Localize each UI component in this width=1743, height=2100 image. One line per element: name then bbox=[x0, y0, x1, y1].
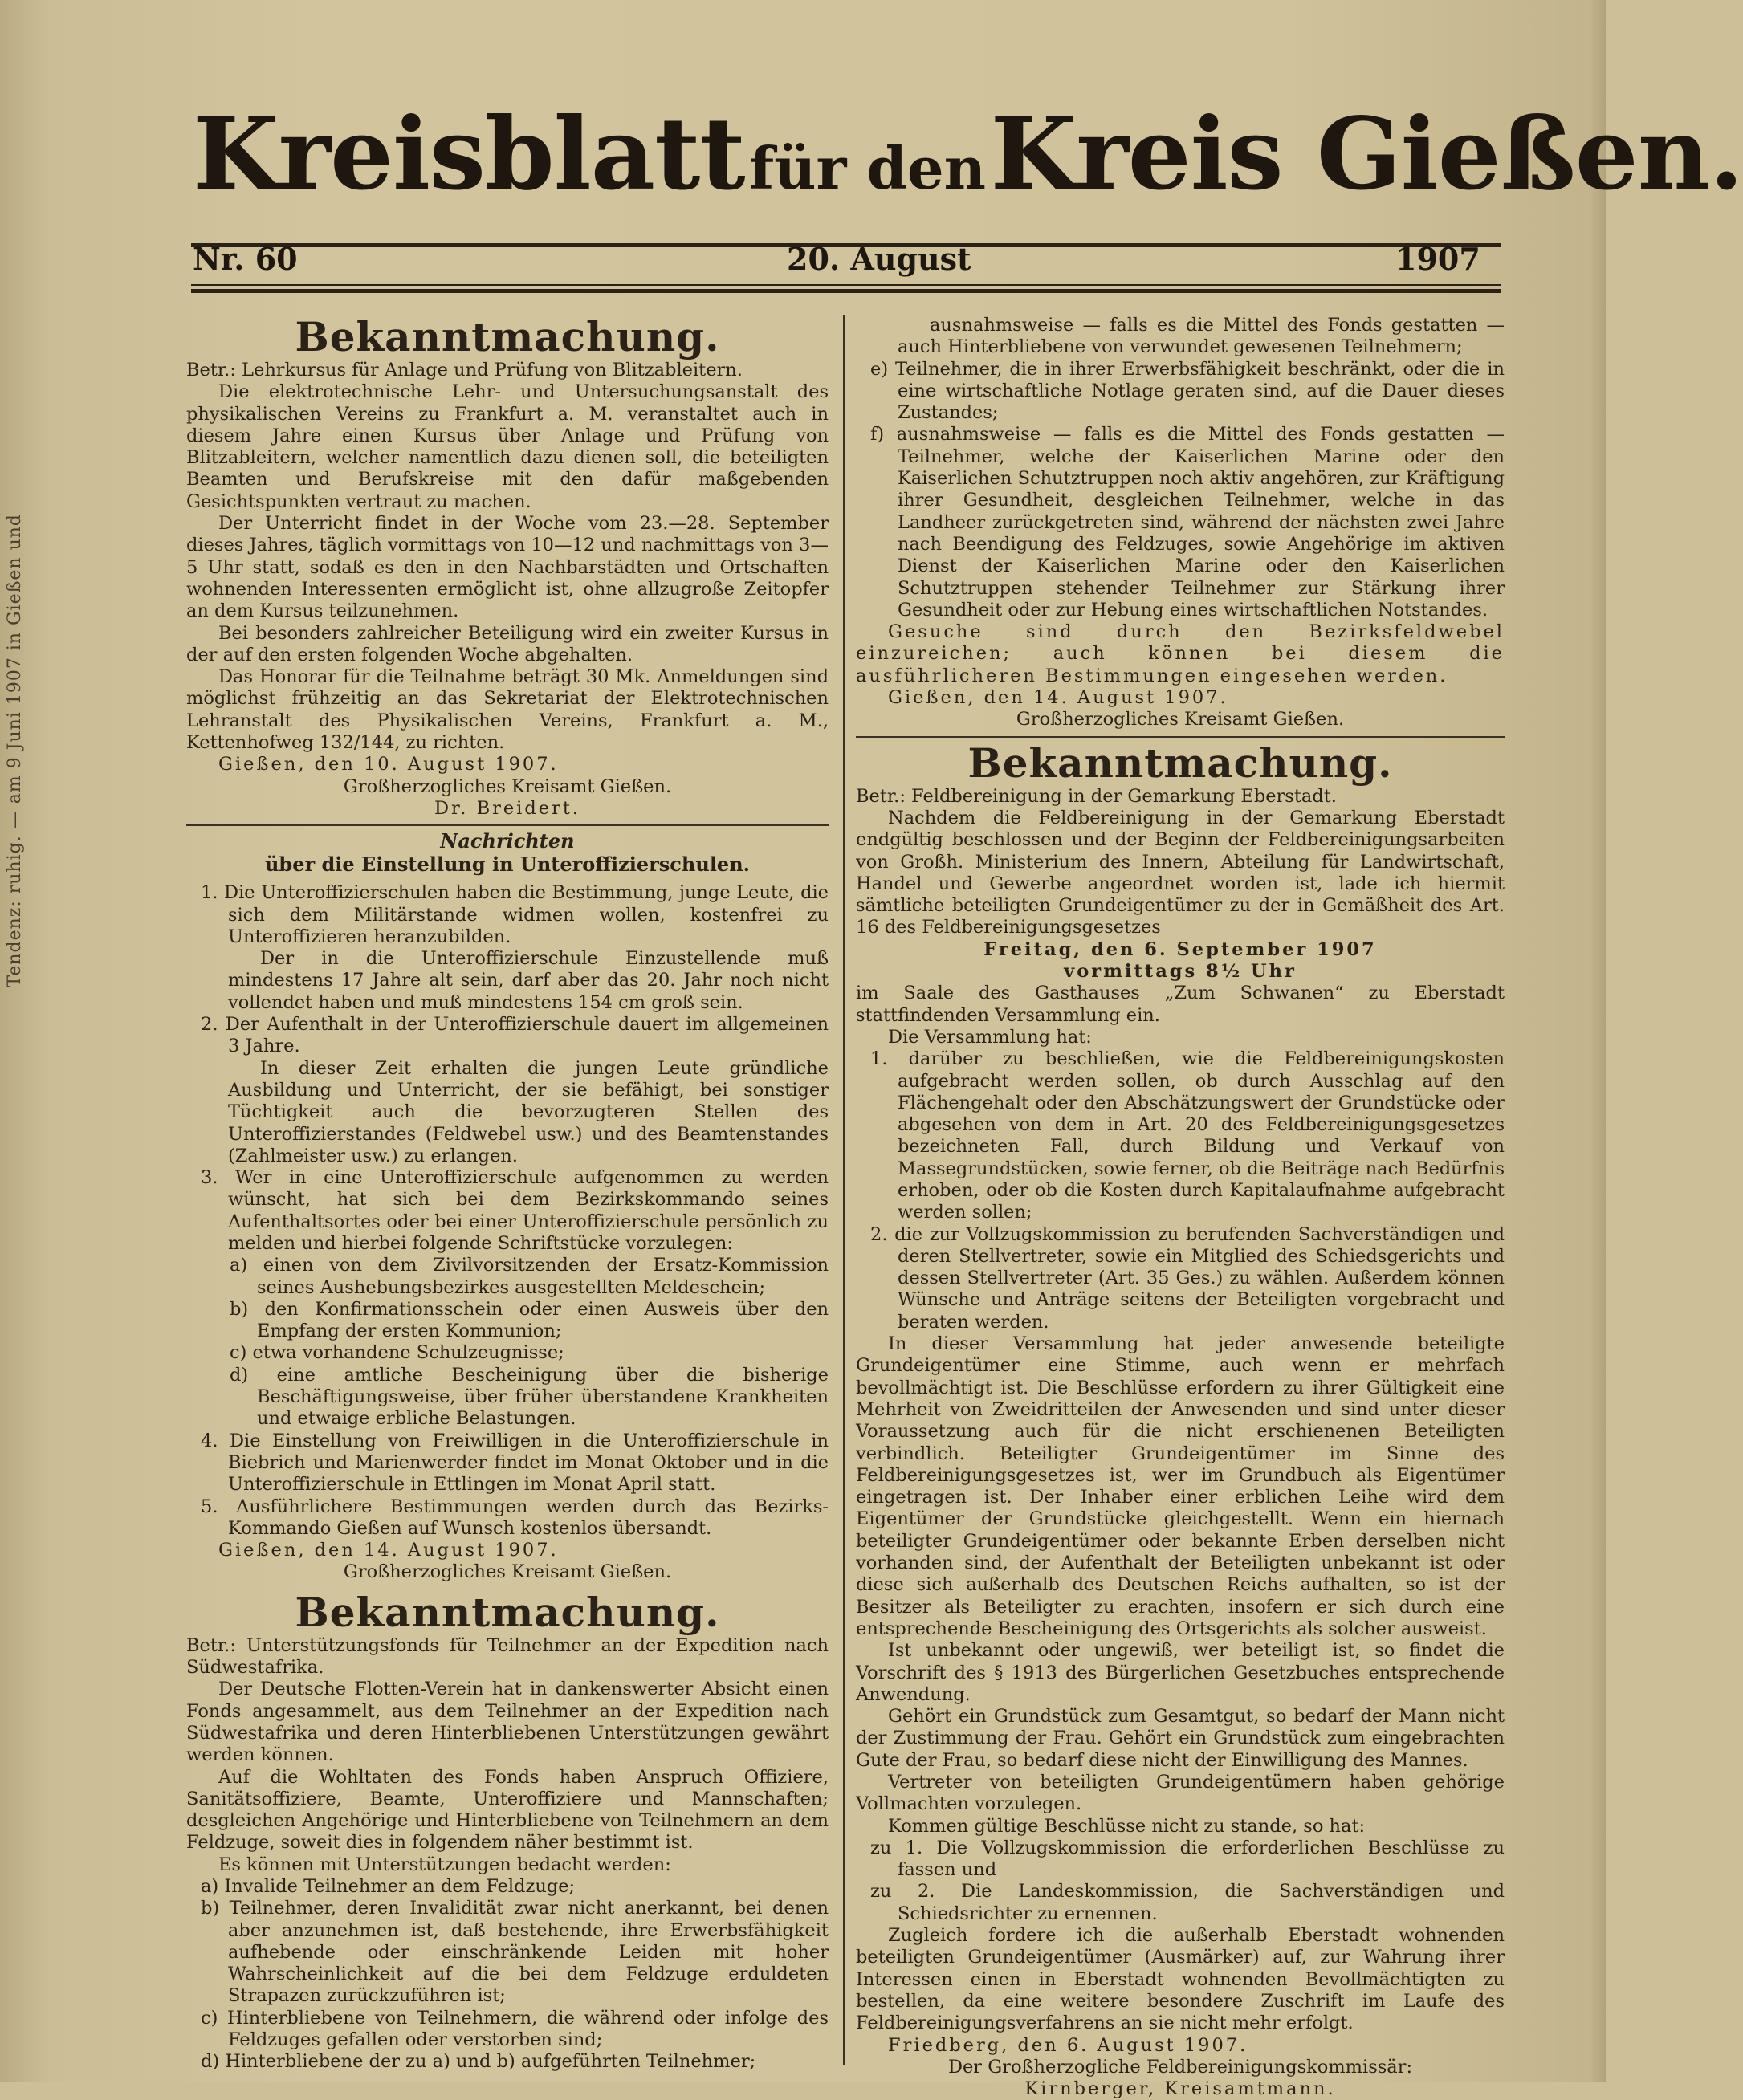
masthead-title bbox=[193, 96, 1743, 241]
article-signature-name: Kirnberger, Kreisamtmann. bbox=[1024, 2078, 1336, 2100]
column-divider bbox=[843, 315, 845, 2065]
header-rule-mid bbox=[191, 284, 1501, 286]
article-dateline: Gießen, den 10. August 1907. bbox=[218, 754, 559, 775]
article-paragraph: Es können mit Unterstützungen bedacht werden: bbox=[218, 1854, 671, 1875]
right-column bbox=[856, 315, 1505, 2100]
article-paragraph: Bei besonders zahlreicher Beteiligung wird ein zweiter Kursus in der auf den ersten folgenden Woche abgehalten. bbox=[186, 622, 829, 665]
list-item: 3. Wer in eine Unteroffizierschule aufgenommen zu werden wünscht, hat sich bei dem Bezirkskommando seines Aufenthaltsortes oder bei einer Unteroffizierschule persönlich zu melden und hierbei folgende Schriftstücke vorzulegen: bbox=[201, 1167, 829, 1254]
list-item: a) einen von dem Zivilvorsitzenden der Ersatz-Kommission seines Aushebungsbezirkes ausgestellten Meldeschein; bbox=[230, 1255, 829, 1298]
list-item: 4. Die Einstellung von Freiwilligen in die Unteroffizierschule in Biebrich und Marienwerder findet im Monat Oktober und in die Unteroffizierschule in Ettlingen im Monat April statt. bbox=[201, 1430, 829, 1496]
article-paragraph: Zugleich fordere ich die außerhalb Eberstadt wohnenden beteiligten Grundeigentümer (Ausmärker) auf, zur Wahrung ihrer Interessen einen in Eberstadt wohnenden Bevollmächtigten zu bestellen, da eine weitere besondere Zuschrift im Laufe des Feldbereinigungsverfahrens an sie nicht mehr erfolgt. bbox=[856, 1925, 1505, 2034]
article-signature-name: Dr. Breidert. bbox=[434, 797, 581, 819]
masthead-kreis-giessen: Kreis Gießen. bbox=[990, 96, 1743, 213]
list-item: 1. Die Unteroffizierschulen haben die Bestimmung, junge Leute, die sich dem Militärstande widmen wollen, kostenfrei zu Unteroffizieren heranzubilden. bbox=[201, 882, 829, 947]
list-item: b) Teilnehmer, deren Invalidität zwar nicht anerkannt, bei denen aber anzunehmen ist, daß bestehende, ihre Erwerbsfähigkeit aufhebende oder einschränkende Leiden mit hoher Wahrscheinlichkeit auf die bei dem Feldzuge erduldeten Strapazen zurückzuführen ist; bbox=[201, 1898, 829, 2007]
edge-fragment-text: Tendenz: ruhig. — am 9 Juni 1907 in Gießen und bbox=[5, 514, 25, 987]
article-paragraph: Nachdem die Feldbereinigung in der Gemarkung Eberstadt endgültig beschlossen und der Beginn der Feldbereinigungsarbeiten von Großh. Ministerium des Innern, Abteilung für Landwirtschaft, Handel und Gewerbe angeordnet worden ist, lade ich hiermit sämtliche beteiligten Grundeigentümer zu der in Gemäßheit des Art. 16 des Feldbereinigungsgesetzes bbox=[856, 807, 1505, 938]
article-subject: Betr.: Feldbereinigung in der Gemarkung Eberstadt. bbox=[856, 785, 1337, 807]
issue-number: Nr. 60 bbox=[193, 241, 298, 277]
article-paragraph: Kommen gültige Beschlüsse nicht zu stande, so hat: bbox=[888, 1815, 1366, 1837]
list-item: zu 1. Die Vollzugskommission die erforderlichen Beschlüsse zu fassen und bbox=[870, 1837, 1505, 1881]
article-paragraph: ausnahmsweise — falls es die Mittel des Fonds gestatten — auch Hinterbliebene von verwundet gewesenen Teilnehmern; bbox=[898, 315, 1505, 358]
list-item: 5. Ausführlichere Bestimmungen werden durch das Bezirks-Kommando Gießen auf Wunsch kostenlos übersandt. bbox=[201, 1496, 829, 1539]
list-item: zu 2. Die Landeskommission, die Sachverständigen und Schiedsrichter zu ernennen. bbox=[870, 1881, 1505, 1924]
meeting-time: vormittags 8½ Uhr bbox=[1064, 961, 1297, 983]
article-heading: Bekanntmachung. bbox=[295, 1588, 720, 1636]
article-separator bbox=[186, 824, 829, 826]
list-item: c) Hinterbliebene von Teilnehmern, die während oder infolge des Feldzuges gefallen oder verstorben sind; bbox=[201, 2007, 829, 2051]
list-item: 1. darüber zu beschließen, wie die Feldbereinigungskosten aufgebracht werden sollen, ob durch Ausschlag auf den Flächengehalt oder den Abschätzungswert der Grundstücke oder abgesehen von dem in Art. 20 des Feldbereinigungsgesetzes bezeichneten Fall, durch Bildung und Verkauf von Massegrundstücken, sowie ferner, ob die Beiträge nach Bedürfnis erhoben, oder ob die Kosten durch Kapitalaufnahme aufgebracht werden sollen; bbox=[870, 1048, 1505, 1223]
list-item: a) Invalide Teilnehmer an dem Feldzuge; bbox=[201, 1876, 576, 1897]
list-item: 2. Der Aufenthalt in der Unteroffizierschule dauert im allgemeinen 3 Jahre. bbox=[201, 1014, 829, 1057]
article-paragraph: Der Unterricht findet in der Woche vom 23.—28. September dieses Jahres, täglich vormittags von 10—12 und nachmittags von 3—5 Uhr statt, sodaß es den in den Nachbarstädten und Ortschaften wohnenden Interessenten ermöglicht ist, ohne allzugroße Zeitopfer an dem Kursus teilzunehmen. bbox=[186, 513, 829, 622]
article-paragraph: Gesuche sind durch den Bezirksfeldwebel einzureichen; auch können bei diesem die ausführlicheren Bestimmungen eingesehen werden. bbox=[856, 621, 1505, 686]
list-item: c) etwa vorhandene Schulzeugnisse; bbox=[230, 1342, 564, 1364]
list-item: 2. die zur Vollzugskommission zu berufenden Sachverständigen und deren Stellvertreter, sowie ein Mitglied des Schiedsgerichts und dessen Stellvertreter (Art. 35 Ges.) zu wählen. Außerdem können Wünsche und Anträge seitens der Beteiligten vorgebracht und beraten werden. bbox=[870, 1223, 1505, 1333]
article-paragraph: Das Honorar für die Teilnahme beträgt 30 Mk. Anmeldungen sind möglichst frühzeitig an das Sekretariat der Elektrotechnischen Lehranstalt des Physikalischen Vereins, Frankfurt a. M., Kettenhofweg 132/144, zu richten. bbox=[186, 666, 829, 754]
article-paragraph: Der Deutsche Flotten-Verein hat in dankenswerter Absicht einen Fonds angesammelt, aus dem Teilnehmer an der Expedition nach Südwestafrika und deren Hinterbliebenen Unterstützungen gewährt werden können. bbox=[186, 1679, 829, 1766]
article-paragraph: Der in die Unteroffizierschule Einzustellende muß mindestens 17 Jahre alt sein, darf aber das 20. Jahr noch nicht vollendet haben und muß mindestens 154 cm groß sein. bbox=[228, 948, 829, 1013]
article-paragraph: In dieser Versammlung hat jeder anwesende beteiligte Grundeigentümer eine Stimme, auch wenn er mehrfach bevollmächtigt ist. Die Beschlüsse erfordern zu ihrer Gültigkeit eine Mehrheit von Zweidritteilen der Anwesenden und sind unter dieser Voraussetzung auch für die nicht erschienenen Beteiligten verbindlich. Beteiligter Grundeigentümer im Sinne des Feldbereinigungsgesetzes ist, wer im Grundbuch als Eigentümer eingetragen ist. Der Inhaber einer erblichen Leihe wird dem Eigentümer der Grundstücke gleichgestellt. Wenn ein hiernach beteiligter Grundeigentümer oder bekannte Erben derselben nicht vorhanden sind, der Aufenthalt der Beteiligten unbekannt ist oder diese sich außerhalb des Deutschen Reichs aufhalten, so ist der Besitzer als Beteiligter zu erachten, insofern er sich durch eine entsprechende Bescheinigung des Ortsgerichts als solcher ausweist. bbox=[856, 1333, 1505, 1639]
meeting-date: Freitag, den 6. September 1907 bbox=[983, 938, 1377, 960]
list-item: d) Hinterbliebene der zu a) und b) aufgeführten Teilnehmer; bbox=[201, 2051, 756, 2073]
article-subject: Betr.: Unterstützungsfonds für Teilnehmer an der Expedition nach Südwestafrika. bbox=[186, 1634, 829, 1679]
issue-date: 20. August bbox=[787, 241, 971, 277]
article-dateline: Gießen, den 14. August 1907. bbox=[888, 687, 1228, 709]
article-paragraph: Ist unbekannt oder ungewiß, wer beteiligt ist, so findet die Vorschrift des § 1913 des Bürgerlichen Gesetzbuches entsprechende Anwendung. bbox=[856, 1640, 1505, 1705]
article-heading: Bekanntmachung. bbox=[295, 313, 720, 360]
list-item: e) Teilnehmer, die in ihrer Erwerbsfähigkeit beschränkt, oder die in eine wirtschaftliche Notlage geraten sind, auf die Dauer dieses Zustandes; bbox=[870, 358, 1505, 424]
article-paragraph: Vertreter von beteiligten Grundeigentümern haben gehörige Vollmachten vorzulegen. bbox=[856, 1772, 1505, 1815]
article-heading-sub: über die Einstellung in Unteroffizierschulen. bbox=[264, 853, 751, 877]
masthead-fuer-den: für den bbox=[749, 134, 987, 202]
article-heading: Bekanntmachung. bbox=[967, 739, 1393, 787]
article-paragraph: Gehört ein Grundstück zum Gesamtgut, so bedarf der Mann nicht der Zustimmung der Frau. Gehört ein Grundstück zum eingebrachten Gute der Frau, so bedarf diese nicht der Einwilligung des Mannes. bbox=[856, 1706, 1505, 1771]
article-signature: Großherzogliches Kreisamt Gießen. bbox=[343, 1561, 672, 1583]
article-subject: Betr.: Lehrkursus für Anlage und Prüfung von Blitzableitern. bbox=[186, 360, 743, 381]
article-dateline: Gießen, den 14. August 1907. bbox=[218, 1540, 559, 1561]
left-column bbox=[186, 315, 829, 2073]
list-item: f) ausnahmsweise — falls es die Mittel des Fonds gestatten — Teilnehmer, welche der Kaiserlichen Marine oder den Kaiserlichen Schutztruppen noch aktiv angehören, zur Kräftigung ihrer Gesundheit, desgleichen Teilnehmer, welche in das Landheer zurückgetreten sind, während der nächsten zwei Jahre nach Beendigung des Feldzuges, sowie Angehörige im aktiven Dienst der Kaiserlichen Marine oder den Kaiserlichen Schutztruppen stehender Teilnehmer zur Stärkung ihrer Gesundheit oder zur Hebung eines wirtschaftlichen Notstandes. bbox=[870, 424, 1505, 621]
list-item: b) den Konfirmationsschein oder einen Ausweis über den Empfang der ersten Kommunion; bbox=[230, 1298, 829, 1342]
article-paragraph: im Saale des Gasthauses „Zum Schwanen“ zu Eberstadt stattfindenden Versammlung ein. bbox=[856, 983, 1505, 1026]
article-signature: Großherzogliches Kreisamt Gießen. bbox=[343, 775, 672, 797]
masthead-kreisblatt: Kreisblatt bbox=[193, 96, 745, 213]
header-rule-bottom bbox=[191, 289, 1501, 293]
article-signature: Der Großherzogliche Feldbereinigungskommissär: bbox=[947, 2056, 1413, 2078]
article-separator bbox=[856, 736, 1505, 738]
list-item: d) eine amtliche Bescheinigung über die bisherige Beschäftigungsweise, über früher überstandene Krankheiten und etwaige erbliche Belastungen. bbox=[230, 1364, 829, 1430]
issue-line bbox=[193, 241, 1485, 281]
article-paragraph: In dieser Zeit erhalten die jungen Leute gründliche Ausbildung und Unterricht, der sie befähigt, bei sonstiger Tüchtigkeit auch die bevorzugteren Stellen des Unteroffizierstandes (Feldwebel usw.) und des Beamtenstandes (Zahlmeister usw.) zu erlangen. bbox=[228, 1057, 829, 1166]
article-dateline: Friedberg, den 6. August 1907. bbox=[888, 2034, 1248, 2056]
article-paragraph: Die elektrotechnische Lehr- und Untersuchungsanstalt des physikalischen Vereins zu Frankfurt a. M. veranstaltet auch in diesem Jahre einen Kursus über Anlage und Prüfung von Blitzableitern, welcher namentlich dazu dienen soll, die beteiligten Beamten und Berufskreise mit den dafür maßgebenden Gesichtspunkten vertraut zu machen. bbox=[186, 381, 829, 512]
article-signature: Großherzogliches Kreisamt Gießen. bbox=[1016, 709, 1345, 731]
article-paragraph: Auf die Wohltaten des Fonds haben Anspruch Offiziere, Sanitätsoffiziere, Beamte, Unteroffiziere und Mannschaften; desgleichen Angehörige und Hinterbliebene von Teilnehmern an dem Feldzuge, soweit dies in folgendem näher bestimmt ist. bbox=[186, 1766, 829, 1854]
issue-year: 1907 bbox=[1395, 241, 1480, 277]
article-paragraph: Die Versammlung hat: bbox=[888, 1026, 1092, 1048]
article-heading: Nachrichten bbox=[440, 829, 575, 853]
